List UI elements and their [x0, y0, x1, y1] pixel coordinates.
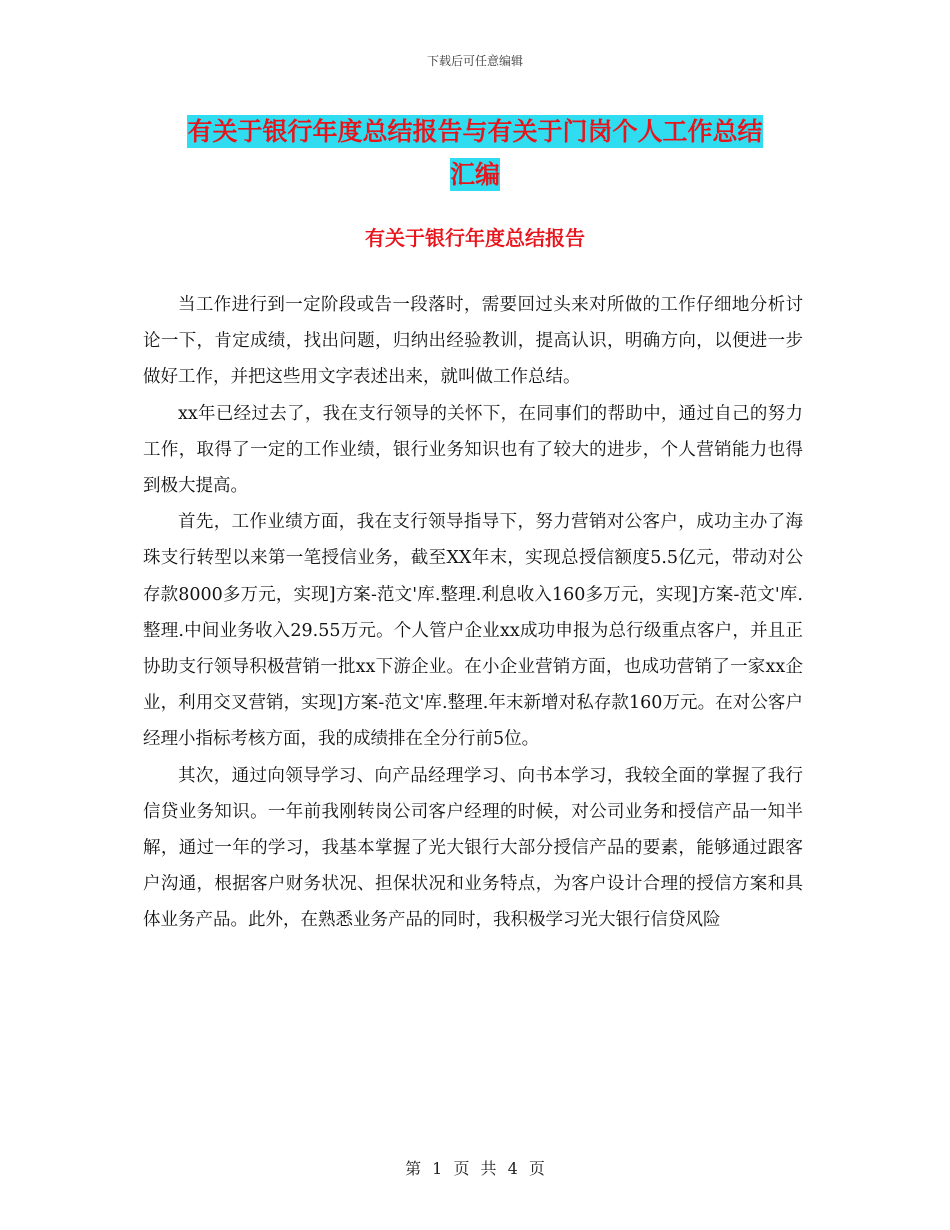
- section-title: 有关于银行年度总结报告: [365, 226, 585, 250]
- document-title: [140, 110, 810, 196]
- paragraph: 其次，通过向领导学习、向产品经理学习、向书本学习，我较全面的掌握了我行信贷业务知识。一年前我刚转岗公司客户经理的时候，对公司业务和授信产品一知半解，通过一年的学习，我基本掌握了光大银行大部分授信产品的要素，能够通过跟客户沟通，根据客户财务状况、担保状况和业务特点，为客户设计合理的授信方案和具体业务产品。此外，在熟悉业务产品的同时，我积极学习光大银行信贷风险: [143, 765, 803, 931]
- page-footer: 第 1 页 共 4 页: [405, 1159, 545, 1178]
- page-header: 下载后可任意编辑: [426, 54, 523, 68]
- paragraph: xx年已经过去了，我在支行领导的关怀下，在同事们的帮助中，通过自己的努力工作，取得了一定的工作业绩，银行业务知识也有了较大的进步，个人营销能力也得到极大提高。: [143, 403, 803, 497]
- document-body: [143, 287, 803, 939]
- paragraph: 首先，工作业绩方面，我在支行领导指导下，努力营销对公客户，成功主办了海珠支行转型以来第一笔授信业务，截至XX年末，实现总授信额度5.5亿元，带动对公存款8000多万元，实现]方案-范文'库.整理.利息收入160多万元，实现]方案-范文'库.整理.中间业务收入29.55万元。个人管户企业xx成功申报为总行级重点客户，并且正协助支行领导积极营销一批xx下游企业。在小企业营销方面，也成功营销了一家xx企业，利用交叉营销，实现]方案-范文'库.整理.年末新增对私存款160万元。在对公客户经理小指标考核方面，我的成绩排在全分行前5位。: [143, 512, 803, 750]
- paragraph: 当工作进行到一定阶段或告一段落时，需要回过头来对所做的工作仔细地分析讨论一下，肯定成绩，找出问题，归纳出经验教训，提高认识，明确方向，以便进一步做好工作，并把这些用文字表述出来，就叫做工作总结。: [143, 295, 803, 388]
- document-title-line-1: 有关于银行年度总结报告与有关于门岗个人工作总结: [187, 117, 763, 146]
- document-title-line-2: 汇编: [449, 160, 500, 189]
